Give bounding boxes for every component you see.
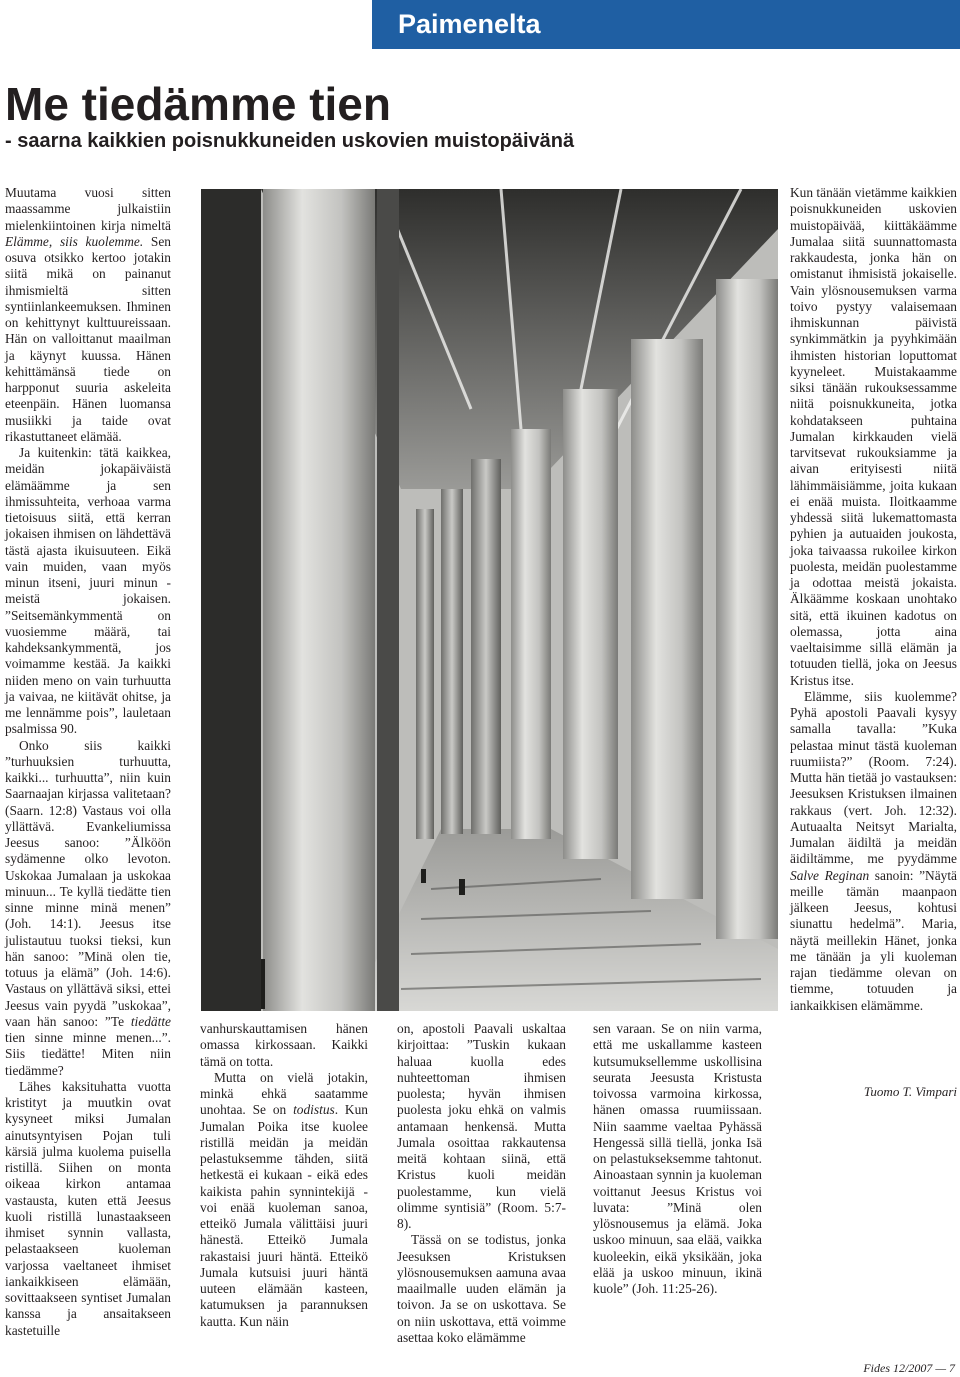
paragraph: Lähes kaksituhatta vuotta kristityt ja muutkin ovat kysyneet miksi Jumalan ainutsyntyisen Pojan tuli kärsiä julma kuolema puisella ristillä. Siihen on monta oikeaa kirkon antamaa vastausta, kuten että Jeesus kuoli ristillä lunastaakseen ihmiset synnin vallasta, pelastaakseen kuoleman varjossa vaeltaneet ihmiset iankaikkiseen elämään, sovittaakseen syntiset Jumalan kanssa ja ansaitakseen kastetuille [5,1078,171,1338]
section-title: Paimenelta [398,9,541,39]
text-column-5 [790,185,957,1014]
colonnade-illustration [201,189,778,1011]
text-column-4 [593,1021,762,1297]
paragraph: Kun tänään vietämme kaikkien poisnukkuneiden uskovien muistopäivää, kiittäkäämme Jumalaa siitä suunnattomasta rakkaudesta, jonka hän on omistanut ihmisistä jokaiselle. Vain ylösnousemuksen varma toivo pystyy valaisemaan ihmiskunnan päivistä synkimmätkin ja pyyhkimään ihmisten historian loputtomat kyyneleet. Muistakaamme siksi tänään rukouksessamme niitä poisnukkuneita, jotka kohdatakseen puhtaina Jumalan kirkkauden vielä tarvitsevat rukouksiamme ja aivan erityisesti niitä lähimmäisiämme, joita kukaan ei enää muista. Iloitkaamme yhdessä siitä lukemattomasta pyhien ja autuaiden joukosta, joka taivaassa rukoilee kirkon puolesta, meidän puolestamme ja odottaa meistä jokaista. Älkäämme koskaan unohtako sitä, että ikuinen kadotus on olemassa, jotta aina vaeltaisimme sillä elämän ja totuuden tiellä, joka on Jeesus Kristus itse. [790,185,957,688]
article-title: Me tiedämme tien [5,78,391,130]
text-column-1 [5,185,171,1339]
paragraph: Mutta on vielä jotakin, minkä ehkä saatamme unohtaa. Se on todistus. Kun Jumalan Poika itse kuolee ristillä meidän ja meidän pelastuksemme tähden, siitä hetkestä ei kukaan - eikä edes kaikista pahin synnintekijä - voi enää kuoleman sanoa, etteikö Jumala välittäisi juuri hänestä. Etteikö Jumala rakastaisi juuri häntä. Etteikö Jumala kutsuisi juuri häntä uuteen elämään kasteen, katumuksen ja parannuksen kautta. Kun näin [200,1069,368,1329]
text-column-2 [200,1021,368,1330]
colonnade-photo [201,189,778,1011]
author-signature: Tuomo T. Vimpari [863,1084,957,1099]
paragraph: vanhurskauttamisen hänen omassa kirkossaan. Kaikki tämä on totta. [200,1021,368,1069]
paragraph: Tässä on se todistus, jonka Jeesuksen Kristuksen ylösnousemuksen aamuna avaa maailmalle uuden elämän ja toivon. Ja se on uskottava. Se on niin uskottava, että voimme asettaa koko elämämme [397,1232,566,1345]
paragraph: on, apostoli Paavali uskaltaa kirjoittaa: ”Tuskin kukaan haluaa kuolla edes nuhteettoman ihmisen puolesta; hyvän ihmisen puolesta joku ehkä on valmis antamaan henkensä. Mutta Jumala osoittaa rakkautensa meitä kohtaan siinä, että Kristus kuoli meidän puolestamme, kun vielä olimme syntisiä” (Room. 5:7-8). [397,1021,566,1231]
article-subtitle: - saarna kaikkien poisnukkuneiden uskovien muistopäivänä [5,130,575,152]
paragraph: sen varaan. Se on niin varma, että me uskallamme kasteen kutsumuksellemme uskollisina seurata Jeesusta Kristusta toivossa varmoina kirkossa, hänen omassa ruumiissaan. Niin saamme vaeltaa Pyhässä Hengessä sillä tiellä, jonka Isä on pelastukseksemme tahtonut. Ainoastaan synnin ja kuoleman voittanut Jeesus Kristus voi luvata: ”Minä olen ylösnousemus ja elämä. Joka uskoo minuun, saa elää, vaikka kuoleekin, eikä yksikään, joka elää ja uskoo minuun, ikinä kuole” (Joh. 11:25-26). [593,1021,762,1296]
text-column-3 [397,1021,566,1346]
page-footer: Fides 12/2007 — 7 [863,1361,955,1375]
paragraph: Elämme, siis kuolemme? Pyhä apostoli Paavali kysyy samalla tavalla: ”Kuka pelastaa minut tästä kuoleman ruumiista?” (Room. 7:24). Mutta hän tietää jo vastauksen: Jeesuksen Kristuksen ilmainen rakkaus (vert. Joh. 12:32). Autuaalta Neitsyt Marialta, Jumalan äidiltä ja meidän äidiltämme, me pyydämme Salve Reginan sanoin: ”Näytä meille tämän maanpaon jälkeen Jeesus, kohtusi siunattu hedelmä”. Maria, näytä meillekin Hänet, jonka me tänään ja yli kuoleman rajan tiedämme olevan on tiemme, totuuden ja iankaikkisen elämämme. [790,688,957,1013]
paragraph: Onko siis kaikki ”turhuuksien turhuutta, kaikki... turhuutta”, niin kuin Saarnaajan kirjassa valitetaan? (Saarn. 12:8) Vastaus voi olla yllättävä. Evankeliumissa Jeesus sanoo: ”Älköön sydämenne olko levoton. Uskokaa Jumalaan ja uskokaa minuun... Te kyllä tiedätte tien sinne minne minä menen” (Joh. 14:1). Jeesus itse julistautuu tuoksi tieksi, kun hän sanoo: ”Minä olen tie, totuus ja elämä” (Joh. 14:6). Vastaus on yllättävä siksi, ettei Jeesus vain pyydä ”uskokaa”, vaan hän sanoo: ”Te tiedätte tien sinne minne menen...”. Siis tiedätte! Miten niin tiedämme? [5,737,171,1078]
paragraph: Muutama vuosi sitten maassamme julkaistiin mielenkiintoinen kirja nimeltä Elämme, siis kuolemme. Sen osuva otsikko kertoo jotakin siitä mikä on painanut ihmismieltä sitten syntiinlankeemuksen. Ihminen on kehittynyt kulttuureissaan. Hän on valloittanut maailman ja käynyt kuussa. Hänen kehittämänsä tiede on harpponut suuria askeleita eteenpäin. Hänen luomansa musiikki ja taide ovat rikastuttaneet elämää. [5,185,172,444]
paragraph: Ja kuitenkin: tätä kaikkea, meidän jokapäiväistä elämäämme ja sen ihmissuhteita, verhoaa varma tietoisuus siitä, että kerran jokaisen ihmisen on lähdettävä tästä ajasta ikuisuuteen. Eikä vain muiden, vaan myös minun itseni, juuri minun - meistä jokaisen. ”Seitsemänkymmentä on vuosiemme määrä, tai kahdeksankymmentä, jos voimamme kestää. Ja kaikki niiden meno on vain turhuutta ja vaivaa, ne kiitävät ohitse, ja me lennämme pois”, lauletaan psalmissa 90. [5,445,171,737]
